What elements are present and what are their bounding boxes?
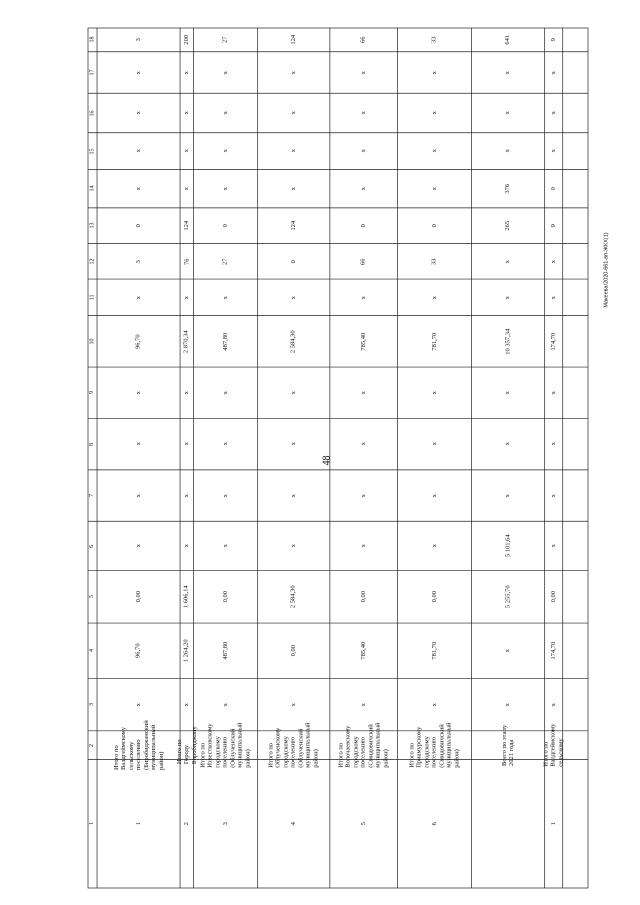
table-cell: x bbox=[183, 544, 191, 548]
table-cell: x bbox=[221, 391, 229, 395]
table-cell: 2 584,30 bbox=[290, 585, 298, 609]
row-label: Итого по Городу Биробиджану bbox=[175, 726, 198, 765]
column-header: 9 bbox=[89, 391, 96, 395]
table-cell: 96,70 bbox=[134, 643, 142, 659]
table-cell: x bbox=[430, 702, 438, 707]
table-cell: x bbox=[134, 295, 142, 299]
table-cell: 9 bbox=[549, 38, 557, 42]
table-cell: x bbox=[359, 295, 367, 299]
row-number: 3 bbox=[221, 822, 229, 826]
table-cell: 174,70 bbox=[549, 641, 557, 660]
row-number bbox=[472, 759, 545, 888]
table-cell: x bbox=[134, 702, 142, 707]
row-number: 4 bbox=[290, 822, 298, 826]
column-header: 16 bbox=[89, 109, 96, 116]
table-cell: 376 bbox=[504, 183, 512, 194]
table-cell: x bbox=[134, 111, 142, 115]
table-cell: x bbox=[290, 186, 298, 191]
table-cell: 265 bbox=[504, 220, 512, 231]
table-cell: 785,40 bbox=[359, 641, 367, 660]
column-header: 15 bbox=[89, 148, 96, 155]
table-cell: 0 bbox=[134, 224, 142, 228]
table-cell: x bbox=[221, 149, 229, 153]
table-cell: x bbox=[549, 70, 557, 75]
table-cell: x bbox=[221, 702, 229, 707]
table-cell: 66 bbox=[359, 258, 367, 265]
table-cell: x bbox=[430, 295, 438, 299]
table-cell: x bbox=[221, 111, 229, 115]
table-cell: x bbox=[549, 149, 557, 153]
table-cell: 10 357,34 bbox=[504, 328, 512, 355]
table-cell: x bbox=[359, 391, 367, 395]
table-cell: x bbox=[221, 186, 229, 191]
row-number: 1 bbox=[549, 822, 557, 826]
table-cell: 641 bbox=[504, 34, 512, 45]
table-cell: x bbox=[183, 111, 191, 115]
table-cell: x bbox=[549, 493, 557, 498]
table-cell: 96,70 bbox=[134, 334, 142, 349]
table-cell: 33 bbox=[430, 36, 438, 44]
table-cell: x bbox=[221, 70, 229, 75]
table-cell: x bbox=[183, 702, 191, 707]
row-label: Итого по Волочаевскому городскому поселению (Смидовичский муниципальный район) bbox=[337, 722, 390, 768]
table-cell: x bbox=[359, 544, 367, 548]
row-label: Итого по Валдгеймскому сельскому поселению (Биробиджанский муниципальный район) bbox=[112, 720, 165, 771]
row-label: Всего по этапу 2021 года bbox=[500, 724, 516, 766]
table-cell: x bbox=[549, 295, 557, 299]
table-cell: x bbox=[290, 391, 298, 395]
table-cell: x bbox=[290, 702, 298, 707]
table-cell: x bbox=[549, 259, 557, 263]
table-cell: 124 bbox=[183, 220, 191, 231]
table-cell: x bbox=[134, 149, 142, 153]
table-cell: x bbox=[359, 70, 367, 75]
table-cell: 0,00 bbox=[134, 591, 142, 603]
table-cell: 5 255,70 bbox=[504, 585, 512, 609]
table-cell: x bbox=[549, 702, 557, 707]
table-cell: 27 bbox=[221, 258, 229, 265]
column-header: 2 bbox=[89, 743, 96, 747]
table-cell: x bbox=[134, 186, 142, 191]
table-cell: x bbox=[359, 442, 367, 446]
table-cell: 0,00 bbox=[359, 591, 367, 603]
table-cell: x bbox=[290, 70, 298, 75]
table-cell: x bbox=[359, 493, 367, 498]
table-cell: x bbox=[504, 295, 512, 299]
table-cell: 0 bbox=[221, 224, 229, 228]
table-cell: 781,70 bbox=[430, 332, 438, 351]
table-cell: x bbox=[290, 544, 298, 548]
table-cell: x bbox=[430, 544, 438, 548]
table-cell: 781,70 bbox=[430, 641, 438, 660]
table-cell: 487,80 bbox=[221, 332, 229, 351]
table-cell: 1 606,14 bbox=[183, 585, 191, 609]
table-cell: x bbox=[359, 702, 367, 707]
table-cell: x bbox=[504, 70, 512, 75]
table-cell: 0,00 bbox=[221, 591, 229, 603]
table-cell: 27 bbox=[221, 36, 229, 44]
table-cell: x bbox=[430, 186, 438, 191]
column-header: 14 bbox=[89, 185, 96, 192]
table-cell: 0 bbox=[430, 224, 438, 228]
table-cell: 0 bbox=[290, 259, 298, 263]
table-cell: x bbox=[290, 111, 298, 115]
column-header: 3 bbox=[89, 703, 96, 707]
column-header: 5 bbox=[89, 595, 96, 599]
table-cell: x bbox=[430, 442, 438, 446]
column-header: 6 bbox=[89, 544, 96, 548]
column-header: 10 bbox=[89, 338, 96, 345]
table-cell: x bbox=[221, 544, 229, 548]
table-cell: 2 584,30 bbox=[290, 329, 298, 353]
column-header: 11 bbox=[89, 294, 96, 301]
table-cell: 9 bbox=[549, 224, 557, 228]
table-cell: 33 bbox=[430, 258, 438, 265]
table-cell: x bbox=[134, 544, 142, 548]
table-cell: x bbox=[430, 111, 438, 115]
table-cell: x bbox=[504, 702, 512, 707]
document-footer: Макеева/2020-661-вп-ЖКХ(1) bbox=[604, 232, 610, 308]
table-cell: x bbox=[183, 186, 191, 191]
row-label: Итого по Известковскому городскому поселению (Облученский муниципальный район) bbox=[199, 722, 252, 768]
table-cell: x bbox=[221, 295, 229, 299]
table-cell: x bbox=[134, 391, 142, 395]
row-label: Итого по Валдгеймскому сельскому bbox=[542, 723, 565, 767]
table-cell: x bbox=[549, 111, 557, 115]
column-header: 7 bbox=[89, 494, 96, 498]
column-header: 12 bbox=[89, 258, 96, 265]
table-cell: x bbox=[183, 295, 191, 299]
table-cell: 0,00 bbox=[430, 591, 438, 603]
column-header: 18 bbox=[89, 36, 96, 43]
table-cell: x bbox=[504, 149, 512, 153]
table-cell: 124 bbox=[290, 34, 298, 45]
table-cell: 0 bbox=[359, 224, 367, 228]
table-cell: x bbox=[549, 544, 557, 548]
table-cell: 3 bbox=[134, 38, 142, 42]
column-header: 4 bbox=[89, 649, 96, 653]
table-cell: x bbox=[290, 442, 298, 446]
table-cell: x bbox=[290, 493, 298, 498]
table-cell: 200 bbox=[183, 34, 191, 45]
table-cell: x bbox=[290, 295, 298, 299]
table-cell: 174,70 bbox=[549, 332, 557, 351]
table-cell: x bbox=[183, 149, 191, 153]
table-cell: 76 bbox=[183, 258, 191, 265]
table-cell: 124 bbox=[290, 220, 298, 231]
row-number: 2 bbox=[183, 822, 191, 826]
table-cell: x bbox=[183, 70, 191, 75]
table-cell: x bbox=[134, 442, 142, 446]
column-header: 17 bbox=[89, 69, 96, 76]
column-header: 8 bbox=[89, 442, 96, 446]
table-cell: 5 101,64 bbox=[504, 534, 512, 558]
column-header: 13 bbox=[89, 222, 96, 229]
table-cell: x bbox=[430, 70, 438, 75]
table-cell: x bbox=[504, 649, 512, 653]
table-cell: x bbox=[290, 149, 298, 153]
row-number: 6 bbox=[430, 822, 438, 826]
table-cell: x bbox=[134, 493, 142, 498]
table-cell: 0,00 bbox=[290, 645, 298, 657]
table-cell: x bbox=[221, 442, 229, 446]
table-cell: x bbox=[504, 259, 512, 263]
table-cell: 785,40 bbox=[359, 332, 367, 351]
table-cell: x bbox=[430, 391, 438, 395]
table-cell: x bbox=[359, 186, 367, 191]
table-cell: x bbox=[549, 442, 557, 446]
table-cell: x bbox=[504, 111, 512, 115]
table-cell: 3 bbox=[134, 259, 142, 263]
page-number: 48 bbox=[321, 455, 333, 465]
table-cell: 66 bbox=[359, 36, 367, 44]
table-cell: x bbox=[430, 149, 438, 153]
table-cell: 1 264,20 bbox=[183, 639, 191, 663]
table-cell: x bbox=[504, 493, 512, 498]
table-cell: 0,00 bbox=[549, 591, 557, 603]
table-cell: x bbox=[183, 442, 191, 446]
table-cell: x bbox=[183, 493, 191, 498]
table-cell: x bbox=[183, 391, 191, 395]
table-cell: x bbox=[504, 391, 512, 395]
table-cell: 487,80 bbox=[221, 641, 229, 660]
table-cell: 2 870,34 bbox=[183, 329, 191, 353]
table-cell: x bbox=[430, 493, 438, 498]
table-cell: x bbox=[221, 493, 229, 498]
table-cell: 0 bbox=[549, 186, 557, 191]
table-cell: x bbox=[504, 442, 512, 446]
table-cell: x bbox=[134, 70, 142, 75]
row-label: Итого по Приамурскому городскому поселению (Смидовичский муниципальный район) bbox=[408, 722, 461, 768]
row-number: 1 bbox=[134, 822, 142, 826]
column-header: 1 bbox=[89, 822, 96, 826]
table-cell: x bbox=[359, 149, 367, 153]
table-cell: x bbox=[359, 111, 367, 115]
table-cell: x bbox=[549, 391, 557, 395]
row-label: Итого по Облученскому городскому поселению (Облученский муниципальный район) bbox=[267, 722, 320, 768]
row-number: 5 bbox=[359, 822, 367, 826]
